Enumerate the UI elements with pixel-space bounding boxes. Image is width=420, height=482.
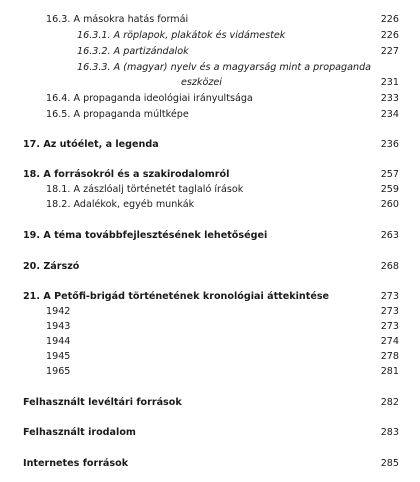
toc-entry-page: 234: [380, 109, 399, 120]
toc-entry-page: 227: [380, 46, 399, 57]
toc-entry: [0, 29, 420, 43]
toc-entry-page: 274: [380, 336, 399, 347]
toc-entry-title: Felhasznált levéltári források: [23, 397, 182, 408]
toc-entry-page: 278: [380, 351, 399, 362]
toc-entry-page: 282: [380, 397, 399, 408]
toc-entry: [0, 320, 420, 334]
toc-entry: [0, 396, 420, 410]
toc-entry-page: 268: [380, 261, 399, 272]
toc-entry: [0, 183, 420, 197]
toc-entry-title: 16.3.1. A röplapok, plakátok és vidámestek: [77, 30, 286, 41]
toc-entry: [0, 305, 420, 319]
toc-entry: [0, 365, 420, 379]
toc-entry-page: 233: [380, 93, 399, 104]
toc-entry: [0, 76, 420, 90]
toc-entry-title: 1965: [46, 366, 71, 377]
toc-entry-title: Internetes források: [23, 458, 129, 469]
toc-entry: [0, 168, 420, 182]
toc-entry: [0, 108, 420, 122]
toc-entry-page: 226: [380, 30, 399, 41]
toc-entry-page: 283: [380, 427, 399, 438]
toc-entry: [0, 198, 420, 212]
toc-entry-page: 281: [380, 366, 399, 377]
toc-entry: [0, 335, 420, 349]
toc-entry-title: 16.3.2. A partizándalok: [77, 46, 189, 57]
toc-entry-title: 19. A téma továbbfejlesztésének lehetőségei: [23, 230, 268, 241]
toc-entry-title: 18.1. A zászlóalj történetét taglaló írások: [46, 184, 244, 195]
toc-entry-page: 273: [380, 291, 399, 302]
toc-entry-page: 231: [380, 77, 399, 88]
toc-entry-page: 285: [380, 458, 399, 469]
toc-entry-title: 18. A forrásokról és a szakirodalomról: [23, 169, 230, 180]
toc-entry: [0, 229, 420, 243]
toc-entry-page: 236: [380, 139, 399, 150]
toc-entry-page: 257: [380, 169, 399, 180]
toc-entry-title: 1945: [46, 351, 71, 362]
toc-entry: [0, 457, 420, 471]
toc-entry-page: 273: [380, 306, 399, 317]
toc-entry: [0, 61, 420, 75]
toc-entry: [0, 426, 420, 440]
toc-entry-page: 273: [380, 321, 399, 332]
toc-entry: [0, 138, 420, 152]
toc-entry-title: 1944: [46, 336, 71, 347]
toc-entry-title: 18.2. Adalékok, egyéb munkák: [46, 199, 195, 210]
toc-entry: [0, 13, 420, 27]
toc-entry: [0, 260, 420, 274]
toc-entry-title: 20. Zárszó: [23, 261, 80, 272]
toc-entry-page: 226: [380, 14, 399, 25]
toc-entry-title: eszközei: [181, 77, 222, 88]
toc-entry-page: 259: [380, 184, 399, 195]
toc-entry-title: 1942: [46, 306, 71, 317]
toc-entry-title: 1943: [46, 321, 71, 332]
toc-entry: [0, 350, 420, 364]
toc-entry-title: Felhasznált irodalom: [23, 427, 136, 438]
toc-entry-title: 16.3.3. A (magyar) nyelv és a magyarság mint a propaganda: [77, 62, 372, 73]
toc-entry-title: 21. A Petőfi-brigád történetének kronológiai áttekintése: [23, 291, 330, 302]
toc-entry: [0, 92, 420, 106]
toc-entry-title: 16.4. A propaganda ideológiai irányultsága: [46, 93, 253, 104]
toc-entry-page: 263: [380, 230, 399, 241]
toc-entry: [0, 290, 420, 304]
toc-entry-page: 260: [380, 199, 399, 210]
toc-entry-title: 17. Az utóélet, a legenda: [23, 139, 159, 150]
toc-entry-title: 16.5. A propaganda múltképe: [46, 109, 189, 120]
toc-entry: [0, 45, 420, 59]
toc-entry-title: 16.3. A másokra hatás formái: [46, 14, 189, 25]
